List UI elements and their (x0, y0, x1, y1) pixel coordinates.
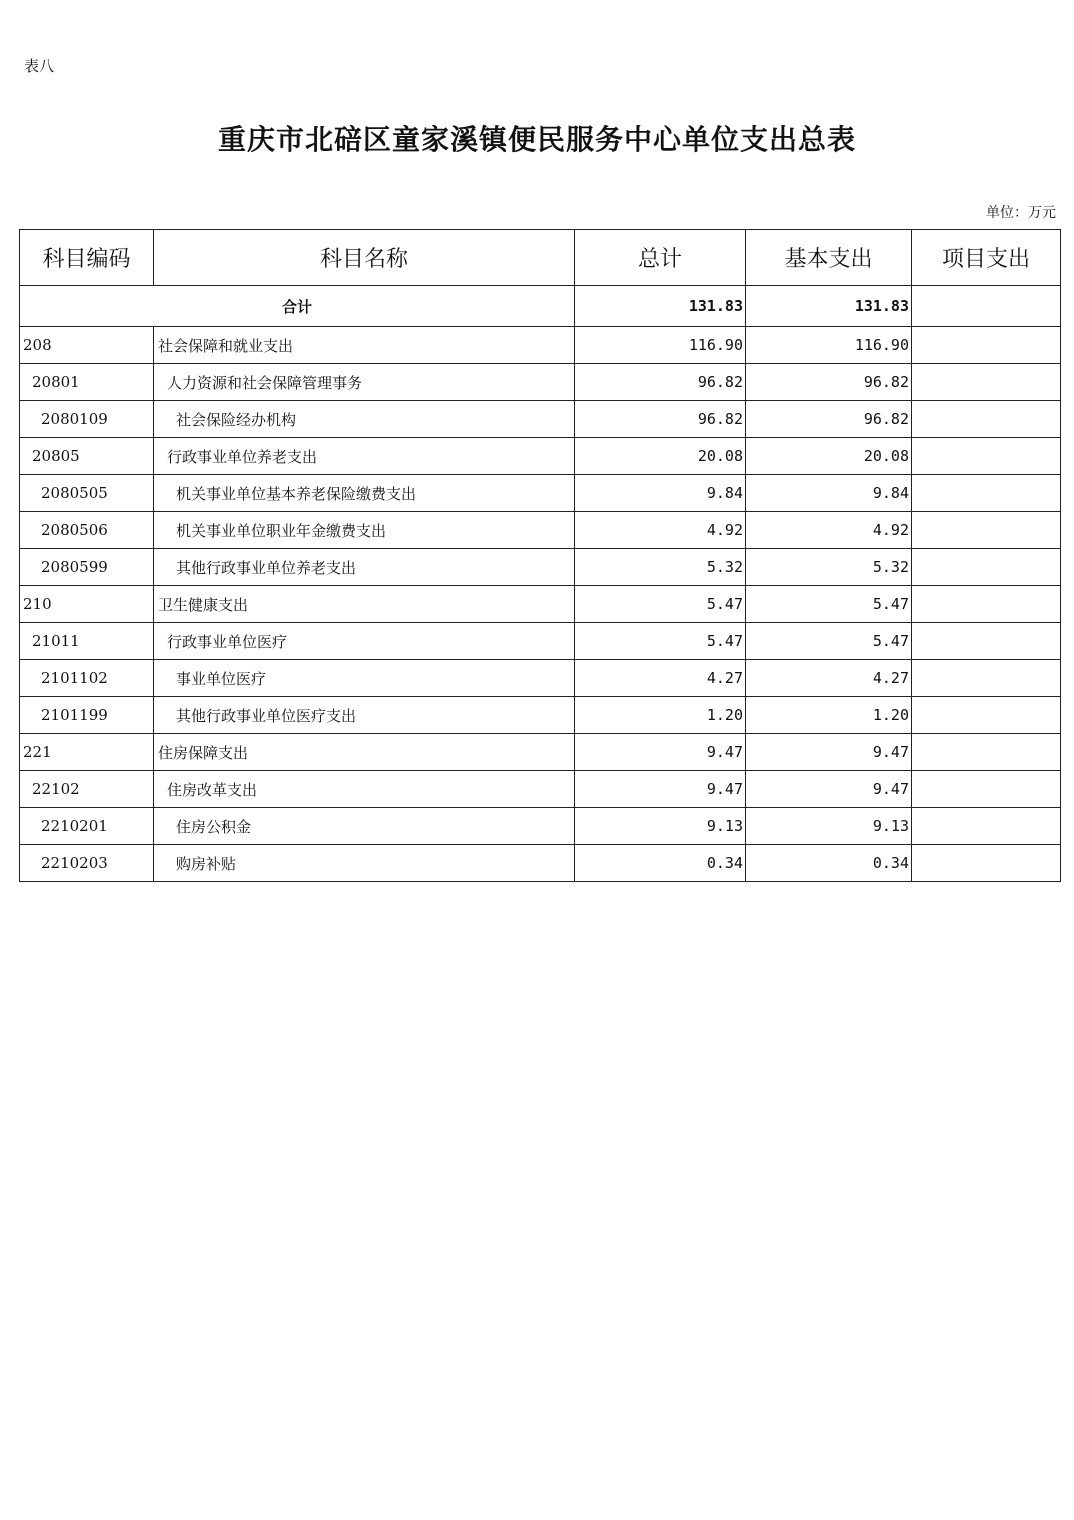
cell-project (912, 327, 1061, 364)
table-row (20, 327, 1061, 364)
cell-project (912, 475, 1061, 512)
cell-code: 2101199 (20, 697, 154, 734)
cell-basic: 9.47 (746, 734, 912, 771)
cell-name: 行政事业单位养老支出 (154, 438, 575, 475)
cell-code: 20805 (20, 438, 154, 475)
cell-name: 其他行政事业单位养老支出 (154, 549, 575, 586)
cell-total: 96.82 (575, 401, 746, 438)
cell-name: 机关事业单位职业年金缴费支出 (154, 512, 575, 549)
cell-code: 2080506 (20, 512, 154, 549)
cell-project (912, 845, 1061, 882)
table-row (20, 623, 1061, 660)
cell-total: 4.27 (575, 660, 746, 697)
total-row (20, 286, 1061, 327)
cell-code: 2101102 (20, 660, 154, 697)
cell-name: 社会保险经办机构 (154, 401, 575, 438)
cell-basic: 9.13 (746, 808, 912, 845)
cell-total: 5.47 (575, 586, 746, 623)
table-row (20, 438, 1061, 475)
cell-code: 208 (20, 327, 154, 364)
cell-code: 2080109 (20, 401, 154, 438)
cell-basic: 20.08 (746, 438, 912, 475)
cell-code: 2210201 (20, 808, 154, 845)
cell-total: 9.47 (575, 771, 746, 808)
cell-name: 机关事业单位基本养老保险缴费支出 (154, 475, 575, 512)
cell-name: 其他行政事业单位医疗支出 (154, 697, 575, 734)
cell-code: 2080599 (20, 549, 154, 586)
cell-name: 购房补贴 (154, 845, 575, 882)
table-row (20, 734, 1061, 771)
cell-basic: 9.84 (746, 475, 912, 512)
cell-project (912, 549, 1061, 586)
header-total: 总计 (575, 230, 746, 286)
cell-basic: 96.82 (746, 364, 912, 401)
cell-basic: 5.47 (746, 586, 912, 623)
cell-code: 2210203 (20, 845, 154, 882)
cell-project (912, 734, 1061, 771)
table-number-label: 表八 (24, 57, 55, 75)
expense-table (19, 229, 1061, 882)
cell-project (912, 512, 1061, 549)
cell-total: 5.32 (575, 549, 746, 586)
table-row (20, 401, 1061, 438)
cell-basic: 4.92 (746, 512, 912, 549)
table-row (20, 845, 1061, 882)
table-row (20, 364, 1061, 401)
cell-basic: 96.82 (746, 401, 912, 438)
cell-basic: 5.32 (746, 549, 912, 586)
cell-name: 行政事业单位医疗 (154, 623, 575, 660)
cell-basic: 5.47 (746, 623, 912, 660)
cell-total: 5.47 (575, 623, 746, 660)
header-code: 科目编码 (20, 230, 154, 286)
table-row (20, 697, 1061, 734)
cell-total: 9.84 (575, 475, 746, 512)
unit-label: 单位：万元 (986, 205, 1056, 221)
cell-project (912, 586, 1061, 623)
cell-project (912, 364, 1061, 401)
page-title: 重庆市北碚区童家溪镇便民服务中心单位支出总表 (217, 123, 856, 156)
table-row (20, 771, 1061, 808)
cell-total: 1.20 (575, 697, 746, 734)
total-basic: 131.83 (746, 286, 912, 327)
cell-total: 20.08 (575, 438, 746, 475)
header-basic: 基本支出 (746, 230, 912, 286)
cell-total: 4.92 (575, 512, 746, 549)
cell-project (912, 438, 1061, 475)
table-row (20, 549, 1061, 586)
cell-code: 2080505 (20, 475, 154, 512)
total-project (912, 286, 1061, 327)
cell-basic: 9.47 (746, 771, 912, 808)
table-row (20, 660, 1061, 697)
cell-project (912, 697, 1061, 734)
cell-basic: 1.20 (746, 697, 912, 734)
cell-total: 96.82 (575, 364, 746, 401)
cell-name: 住房公积金 (154, 808, 575, 845)
cell-name: 住房改革支出 (154, 771, 575, 808)
cell-name: 卫生健康支出 (154, 586, 575, 623)
cell-basic: 116.90 (746, 327, 912, 364)
cell-name: 事业单位医疗 (154, 660, 575, 697)
cell-basic: 0.34 (746, 845, 912, 882)
cell-project (912, 771, 1061, 808)
table-row (20, 586, 1061, 623)
cell-name: 住房保障支出 (154, 734, 575, 771)
header-project: 项目支出 (912, 230, 1061, 286)
cell-total: 116.90 (575, 327, 746, 364)
table-row (20, 475, 1061, 512)
cell-code: 210 (20, 586, 154, 623)
table-row (20, 512, 1061, 549)
total-label: 合计 (20, 286, 575, 327)
total-total: 131.83 (575, 286, 746, 327)
header-row (20, 230, 1061, 286)
cell-project (912, 660, 1061, 697)
cell-project (912, 623, 1061, 660)
cell-code: 21011 (20, 623, 154, 660)
cell-total: 0.34 (575, 845, 746, 882)
cell-name: 社会保障和就业支出 (154, 327, 575, 364)
cell-name: 人力资源和社会保障管理事务 (154, 364, 575, 401)
cell-code: 221 (20, 734, 154, 771)
cell-total: 9.47 (575, 734, 746, 771)
cell-project (912, 401, 1061, 438)
cell-code: 20801 (20, 364, 154, 401)
header-name: 科目名称 (154, 230, 575, 286)
cell-project (912, 808, 1061, 845)
cell-basic: 4.27 (746, 660, 912, 697)
table-row (20, 808, 1061, 845)
cell-total: 9.13 (575, 808, 746, 845)
cell-code: 22102 (20, 771, 154, 808)
